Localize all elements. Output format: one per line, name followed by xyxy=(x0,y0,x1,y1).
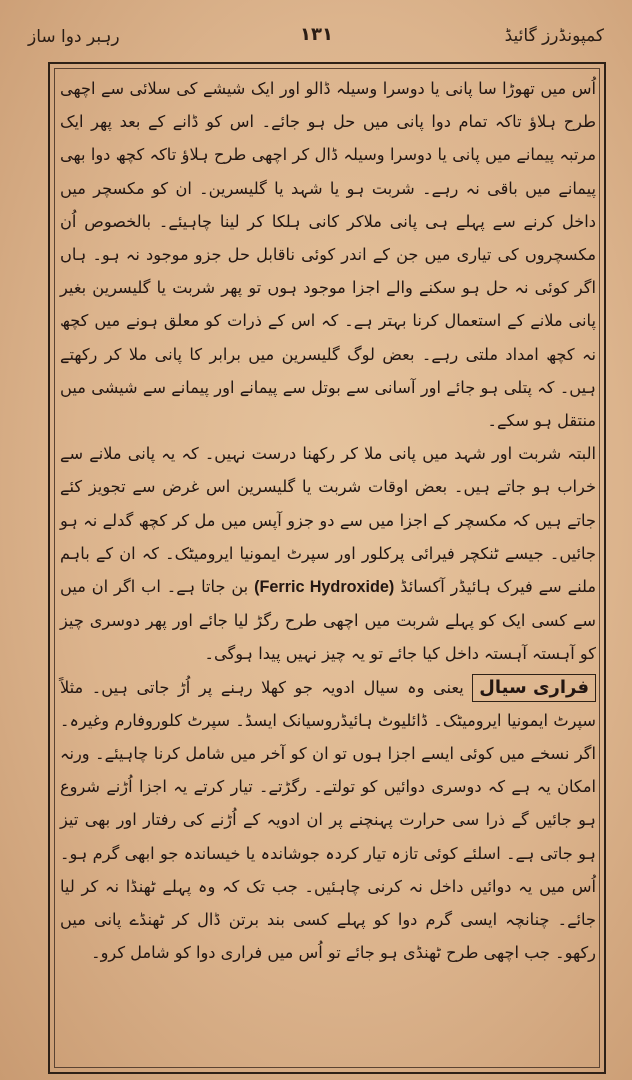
page-number: ۱۳۱ xyxy=(300,24,333,45)
ferric-hydroxide-term: (Ferric Hydroxide) xyxy=(254,578,395,597)
paragraph-volatile-liquids-text: یعنی وہ سیال ادویہ جو کھلا رہنے پر اُڑ جاتی ہیں۔ مثلاً سپرٹ ایمونیا ایرومیٹک۔ ڈائلیوٹ ہائیڈروسیانک ایسڈ۔ سپرٹ کلوروفارم وغیرہ۔ اگر نسخے میں کوئی ایسے اجزا ہوں تو ان کو آخر میں شامل کرنا چاہیئے۔ ورنہ امکان یہ ہے کہ دوسری دوائیں کو تولتے۔ رگڑتے۔ تیار کرتے یہ اجزا اُڑنے شروع ہو جائیں گے ذرا سی حرارت پہنچنے پر ان ادویہ کے اُڑنے کی رفتار اور بھی تیز ہو جاتی ہے۔ اسلئے کوئی تازہ تیار کردہ جوشاندہ یا خیساندہ جو ابھی گرم ہو۔ اُس میں یہ دوائیں داخل نہ کرنی چاہئیں۔ جب تک کہ وہ پہلے ٹھنڈا نہ کر لیا جائے۔ چنانچہ ایسی گرم دوا کو پہلے کسی بند برتن ڈال کر ٹھنڈے پانی میں رکھو۔ جب اچھی طرح ٹھنڈی ہو جائے تو اُس میں فراری دوا کو شامل کرو۔ xyxy=(60,677,596,963)
paragraph-syrup-honey-end: بن جاتا ہے۔ اب اگر ان میں سے کسی ایک کو پہلے شربت میں اچھی طرح رگڑ لیا جائے اور پھر دوسری چیز کو آہستہ آہستہ داخل کیا جائے تو یہ چیز نہیں پیدا ہوگی۔ xyxy=(60,577,596,664)
body-text xyxy=(60,72,596,992)
page-header xyxy=(0,0,632,62)
section-heading-volatile-liquids: فراری سیال xyxy=(472,674,596,702)
paragraph-volatile-liquids xyxy=(60,671,596,970)
paragraph-syrup-honey-text: البتہ شربت اور شہد میں پانی ملا کر رکھنا درست نہیں۔ کہ یہ پانی ملانے سے خراب ہو جاتے ہیں۔ بعض اوقات شربت یا گلیسرین اس غرض سے تجویز کئے جاتے ہیں کہ مکسچر کے اجزا میں سے دو جزو آپس میں مل کر کچھ گدلے نہ ہو جائیں۔ جیسے ٹنکچر فیرائی پرکلور اور سپرٹ ایمونیا ایرومیٹک۔ کہ ان کے باہم ملنے سے فیرک ہائیڈر آکسائڈ xyxy=(60,444,596,597)
running-title-right: کمپونڈرز گائیڈ xyxy=(504,26,604,46)
paragraph-syrup-honey xyxy=(60,437,596,670)
paragraph-mixing-instructions: اُس میں تھوڑا سا پانی یا دوسرا وسیلہ ڈالو اور ایک شیشے کی سلائی سے اچھی طرح ہلاؤ تاکہ تمام دوا پانی میں حل ہو جائے۔ اس کو ڈانے کے بعد پھر ایک مرتبہ پیمانے میں پانی یا دوسرا وسیلہ ڈال کر اچھی طرح ہلاؤ تاکہ کچھ دوا بھی پیمانے میں باقی نہ رہے۔ شربت ہو یا شہد یا گلیسرین۔ ان کو مکسچر میں داخل کرنے سے پہلے ہی پانی ملاکر کانی ہلکا کر لینا چاہیئے۔ بالخصوص اُن مکسچروں کی تیاری میں جن کے اندر کوئی ناقابل حل جزو موجود نہ ہو۔ ہاں اگر کوئی نہ حل ہو سکنے والے اجزا موجود ہوں تو پھر شربت یا گلیسرین بغیر پانی ملانے کے استعمال کرنا بہتر ہے۔ کہ اس کے ذرات کو معلق ہونے میں کچھ نہ کچھ امداد ملتی رہے۔ بعض لوگ گلیسرین میں برابر کا پانی ملا کر رکھتے ہیں۔ کہ پتلی ہو جائے اور آسانی سے بوتل سے پیمانے اور پیمانے سے شیشی میں منتقل ہو سکے۔ xyxy=(60,79,596,431)
running-title-left: رہبر دوا ساز xyxy=(28,27,120,47)
